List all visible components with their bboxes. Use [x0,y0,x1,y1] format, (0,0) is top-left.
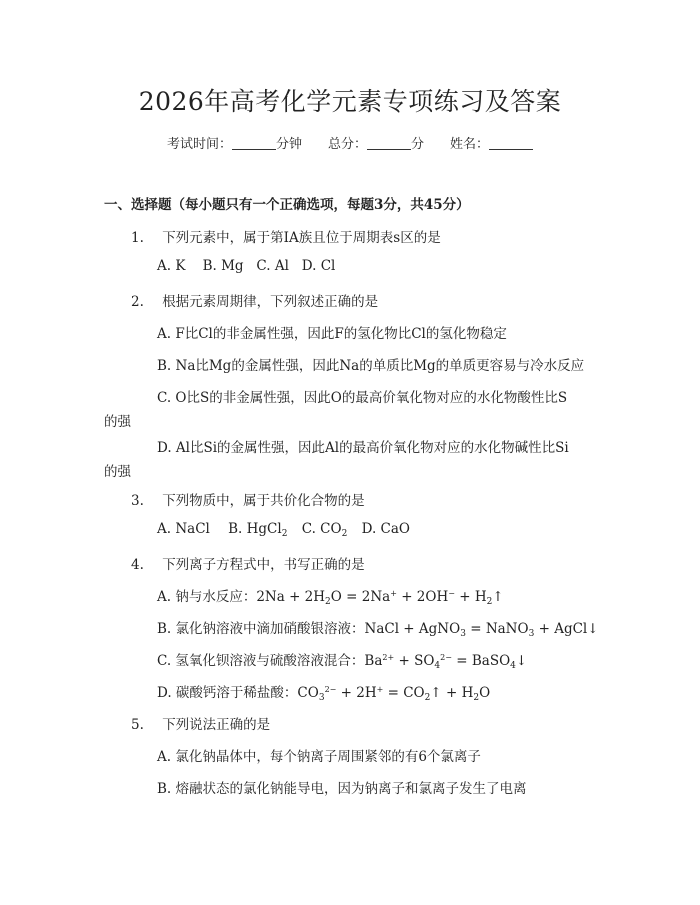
question-3 [131,489,365,509]
q1-options: A. K B. Mg C. Al D. Cl [157,258,336,274]
question-number: 4. [131,557,144,573]
q2-option-c-cont: 的强 [104,414,131,430]
name-blank [489,137,533,150]
question-number: 2. [131,294,144,310]
q4-option-d: D. 碳酸钙溶于稀盐酸：$CO_3^{2-} + 2H^+$ = $CO_2↑ + H_2O$ [157,685,491,703]
question-stem: 下列物质中，属于共价化合物的是 [162,493,365,509]
question-stem: 下列离子方程式中，书写正确的是 [162,557,365,573]
q2-option-c: C. O比S的非金属性强，因此O的最高价氧化物对应的水化物酸性比S [157,390,568,406]
q4-option-b: B. 氯化钠溶液中滴加硝酸银溶液：NaCl + AgNO$_3$ = NaNO$_3$ + AgCl↓ [157,621,599,639]
score-blank [367,137,411,150]
question-1 [131,226,441,246]
time-blank [232,137,276,150]
q5-option-b: B. 熔融状态的氯化钠能导电，因为钠离子和氯离子发生了电离 [157,781,527,797]
q2-option-d-cont: 的强 [104,464,131,480]
question-stem: 下列元素中，属于第IA族且位于周期表s区的是 [162,230,441,246]
question-2 [131,290,378,310]
section-heading: 一、选择题（每小题只有一个正确选项，每题3分，共45分） [104,197,470,213]
q4-option-a: A. 钠与水反应：$2Na + 2H_2O = 2Na^+ + 2OH^-$ + $H_2↑$ [157,589,504,607]
question-4 [131,553,365,573]
q2-option-d: D. Al比Si的金属性强，因此Al的最高价氧化物对应的水化物碱性比Si [157,440,569,456]
question-5 [131,713,270,733]
question-stem: 下列说法正确的是 [162,717,271,733]
q5-option-a: A. 氯化钠晶体中，每个钠离子周围紧邻的有6个氯离子 [157,749,481,765]
time-unit: 分钟 [275,137,302,152]
q2-option-a: A. F比Cl的非金属性强，因此F的氢化物比Cl的氢化物稳定 [157,326,507,342]
q3-options [157,521,410,537]
exam-meta [0,133,700,152]
question-number: 3. [131,493,144,509]
q4-option-c: C. 氢氧化钡溶液与硫酸溶液混合：$Ba^{2+} + SO_4^{2-}$ = BaSO$_4$↓ [157,653,528,671]
score-unit: 分 [411,137,425,152]
q3-option-d: D. CaO [361,521,410,537]
question-number: 5. [131,717,144,733]
score-label: 总分： [327,137,367,152]
question-stem: 根据元素周期律，下列叙述正确的是 [162,294,379,310]
q3-option-b: B. HgCl$_2$ [228,521,288,539]
time-label: 考试时间： [166,137,232,152]
page-title: 2026年高考化学元素专项练习及答案 [138,87,562,116]
q3-option-c: C. $CO_2$ [301,521,348,539]
question-number: 1. [131,230,144,246]
q2-option-b: B. Na比Mg的金属性强，因此Na的单质比Mg的单质更容易与冷水反应 [157,358,585,374]
q3-option-a: A. NaCl [157,521,210,537]
name-label: 姓名： [450,137,490,152]
